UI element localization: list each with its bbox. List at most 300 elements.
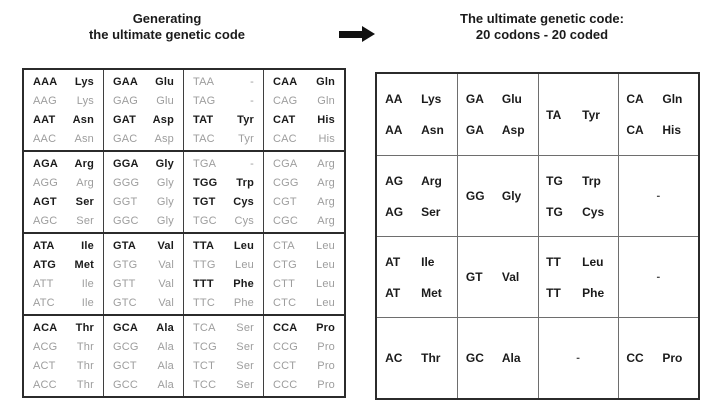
codon-entry [104, 375, 183, 394]
codon-entry [626, 123, 690, 137]
codon-column [24, 316, 104, 396]
amino-acid-label: Ile [81, 277, 94, 290]
amino-acid-label: Arg [76, 176, 94, 189]
amino-acid-label: Arg [317, 157, 335, 170]
codon-label: TG [546, 204, 563, 219]
codon-entry [104, 356, 183, 375]
amino-acid-label: Thr [76, 340, 94, 353]
codon-label: AGT [33, 195, 57, 208]
codon-entry [24, 72, 103, 91]
codon-label: TCA [193, 321, 216, 334]
codon-label: TCG [193, 340, 217, 353]
codon-label: AG [385, 204, 404, 219]
codon-label: TTA [193, 239, 215, 252]
codon-label: ACG [33, 340, 58, 353]
codon-entry [24, 293, 103, 312]
ultimate-cell [457, 236, 537, 317]
codon-label: TT [546, 254, 561, 269]
codon-label: ACT [33, 359, 56, 372]
codon-label: GCC [113, 378, 139, 391]
amino-acid-label: Ala [156, 321, 174, 334]
codon-label: AG [385, 173, 404, 188]
codon-label: AAG [33, 94, 57, 107]
right-arrow-icon [339, 26, 375, 42]
ultimate-cell [538, 155, 618, 236]
ultimate-cell [538, 74, 618, 155]
codon-label: TTT [193, 277, 214, 290]
amino-acid-label: Ser [76, 214, 94, 227]
codon-column [104, 152, 184, 232]
codon-entry [546, 174, 610, 188]
codon-label: CGG [273, 176, 299, 189]
codon-label: AGA [33, 157, 59, 170]
codon-entry [24, 173, 103, 192]
amino-acid-label: Arg [74, 157, 94, 170]
codon-entry [466, 351, 530, 365]
codon-label: ATG [33, 258, 57, 271]
codon-entry [184, 375, 263, 394]
codon-label: ACC [33, 378, 57, 391]
codon-entry [626, 351, 690, 365]
codon-entry [104, 91, 183, 110]
amino-acid-label: Asp [152, 113, 174, 126]
codon-entry [184, 318, 263, 337]
codon-entry [264, 72, 344, 91]
codon-label: GGC [113, 214, 139, 227]
codon-label: CGT [273, 195, 297, 208]
amino-acid-label: Ala [157, 359, 174, 372]
amino-acid-label: - [250, 94, 254, 107]
codon-label: AAC [33, 132, 57, 145]
generating-title-line1: Generating [132, 11, 202, 26]
codon-label: CCC [273, 378, 298, 391]
codon-label: TA [546, 107, 562, 122]
amino-acid-label: Ala [501, 351, 521, 365]
amino-acid-label: Met [74, 258, 94, 271]
amino-acid-label: Ser [236, 321, 254, 334]
codon-label: AAT [33, 113, 56, 126]
codon-label: CTA [273, 239, 295, 252]
codon-column [184, 70, 264, 150]
codon-entry [264, 375, 344, 394]
amino-acid-label: His [317, 113, 335, 126]
amino-acid-label: Lys [76, 94, 94, 107]
codon-entry [264, 274, 344, 293]
codon-entry [184, 154, 263, 173]
amino-acid-label: Phe [233, 296, 254, 309]
codon-column [184, 316, 264, 396]
codon-entry [24, 356, 103, 375]
codon-entry [184, 274, 263, 293]
codon-label: TAA [193, 75, 215, 88]
codon-entry [264, 192, 344, 211]
codon-entry [385, 286, 449, 300]
ultimate-cell [538, 317, 618, 398]
codon-label: CGA [273, 157, 298, 170]
amino-acid-label: His [318, 132, 335, 145]
amino-acid-label: Ser [236, 340, 254, 353]
codon-entry [385, 174, 449, 188]
codon-entry [184, 236, 263, 255]
ultimate-cell [457, 317, 537, 398]
codon-entry [24, 129, 103, 148]
codon-column [184, 152, 264, 232]
amino-acid-label: Leu [316, 258, 335, 271]
codon-label: CAC [273, 132, 297, 145]
amino-acid-label: Gly [156, 195, 174, 208]
codon-block [24, 234, 344, 316]
codon-label: TT [546, 285, 561, 300]
codon-entry [24, 337, 103, 356]
codon-label: ATA [33, 239, 55, 252]
codon-label: CCT [273, 359, 297, 372]
codon-label: CAG [273, 94, 298, 107]
codon-entry [264, 211, 344, 230]
generating-title [17, 11, 317, 43]
amino-acid-label: Leu [233, 239, 254, 252]
amino-acid-label: Thr [76, 378, 94, 391]
codon-label: AT [385, 285, 401, 300]
codon-label: CTC [273, 296, 297, 309]
codon-entry [546, 255, 610, 269]
amino-acid-label: Glu [501, 92, 522, 106]
codon-column [104, 316, 184, 396]
amino-acid-label: His [662, 123, 682, 137]
codon-label: GTC [113, 296, 137, 309]
codon-label: TAT [193, 113, 214, 126]
codon-column [264, 234, 344, 314]
amino-acid-label: Thr [76, 359, 94, 372]
amino-acid-label: Leu [316, 239, 335, 252]
codon-label: GT [465, 270, 483, 284]
amino-acid-label: Val [158, 277, 174, 290]
codon-label: AC [385, 351, 403, 365]
codon-entry [24, 375, 103, 394]
amino-acid-label: Arg [317, 176, 335, 189]
amino-acid-label: Pro [317, 359, 335, 372]
amino-acid-label: Pro [662, 351, 683, 365]
codon-entry [546, 286, 610, 300]
ultimate-cell [618, 155, 698, 236]
amino-acid-label: Ile [81, 296, 94, 309]
codon-label: CC [626, 351, 644, 365]
codon-entry [104, 129, 183, 148]
ultimate-cell [377, 74, 457, 155]
amino-acid-label: Pro [317, 340, 335, 353]
codon-entry [184, 72, 263, 91]
codon-label: GA [465, 92, 484, 106]
codon-label: GC [465, 351, 484, 365]
amino-acid-label: Lys [74, 75, 94, 88]
codon-entry [546, 205, 610, 219]
codon-entry [184, 129, 263, 148]
codon-entry [104, 236, 183, 255]
codon-entry [104, 110, 183, 129]
codon-entry [264, 255, 344, 274]
codon-label: TGA [193, 157, 217, 170]
codon-entry [104, 173, 183, 192]
codon-entry [24, 91, 103, 110]
codon-label: CA [626, 92, 644, 106]
codon-label: AT [385, 254, 401, 269]
codon-block [24, 152, 344, 234]
codon-entry [24, 110, 103, 129]
codon-column [24, 234, 104, 314]
codon-entry [264, 154, 344, 173]
amino-acid-label: Glu [155, 75, 174, 88]
codon-label: ACA [33, 321, 58, 334]
amino-acid-label: Val [501, 270, 520, 284]
right-arrow-bar [339, 31, 362, 38]
amino-acid-label: Phe [233, 277, 254, 290]
codon-entry [264, 173, 344, 192]
codon-label: AA [385, 123, 403, 137]
ultimate-cell [377, 317, 457, 398]
codon-entry [264, 236, 344, 255]
codon-entry [104, 293, 183, 312]
codon-entry [385, 255, 449, 269]
codon-entry [184, 337, 263, 356]
amino-acid-label: Ser [421, 204, 441, 219]
codon-entry [385, 351, 449, 365]
codon-label: CCA [273, 321, 298, 334]
codon-label: GA [465, 123, 484, 137]
amino-acid-label: Gln [317, 94, 335, 107]
codon-entry [24, 211, 103, 230]
codon-label: TCT [193, 359, 215, 372]
codon-label: TAG [193, 94, 216, 107]
right-arrow-head [362, 26, 375, 42]
codon-entry [104, 274, 183, 293]
codon-label: GAG [113, 94, 139, 107]
codon-column [24, 152, 104, 232]
codon-label: TG [546, 173, 563, 188]
amino-acid-label: Tyr [582, 107, 600, 122]
ultimate-cell [618, 317, 698, 398]
amino-acid-label: Ser [236, 359, 254, 372]
codon-entry [466, 92, 530, 106]
amino-acid-label: Asp [501, 123, 525, 137]
codon-label: TTC [193, 296, 215, 309]
ultimate-table [375, 72, 700, 400]
codon-entry [264, 91, 344, 110]
generating-table [22, 68, 346, 398]
amino-acid-label: Leu [582, 254, 604, 269]
amino-acid-label: Glu [156, 94, 174, 107]
codon-label: TGC [193, 214, 217, 227]
ultimate-title [392, 11, 692, 43]
codon-entry [184, 211, 263, 230]
amino-acid-label: Ala [157, 340, 174, 353]
amino-acid-label: Cys [233, 195, 254, 208]
generating-title-line2: the ultimate genetic code [88, 27, 246, 42]
codon-entry [104, 192, 183, 211]
codon-entry [24, 154, 103, 173]
codon-column [104, 70, 184, 150]
ultimate-cell [377, 236, 457, 317]
codon-entry [264, 356, 344, 375]
amino-acid-label: Val [158, 296, 174, 309]
ultimate-title-line2: 20 codons - 20 coded [475, 27, 609, 42]
amino-acid-label: Val [157, 239, 174, 252]
codon-entry [184, 293, 263, 312]
codon-entry [385, 92, 449, 106]
amino-acid-label: Asn [74, 132, 94, 145]
amino-acid-label: Asn [421, 123, 444, 137]
codon-label: TAC [193, 132, 215, 145]
amino-acid-label: Thr [75, 321, 94, 334]
ultimate-cell [457, 74, 537, 155]
amino-acid-label: - [250, 157, 254, 170]
ultimate-cell [457, 155, 537, 236]
codon-column [104, 234, 184, 314]
codon-entry [104, 154, 183, 173]
amino-acid-label: Gln [662, 92, 683, 106]
codon-label: TGT [193, 195, 216, 208]
codon-entry [466, 123, 530, 137]
codon-label: GTA [113, 239, 137, 252]
codon-label: GCT [113, 359, 137, 372]
amino-acid-label: - [250, 75, 254, 88]
codon-entry [626, 92, 690, 106]
amino-acid-label: Phe [582, 285, 605, 300]
codon-entry [184, 173, 263, 192]
codon-label: GGG [113, 176, 140, 189]
codon-label: GGT [113, 195, 138, 208]
codon-column [264, 316, 344, 396]
codon-entry [104, 337, 183, 356]
ultimate-cell [618, 236, 698, 317]
empty-dash: - [656, 190, 661, 202]
codon-label: GCG [113, 340, 139, 353]
empty-dash: - [576, 352, 580, 364]
amino-acid-label: Thr [421, 351, 441, 365]
ultimate-cell [377, 155, 457, 236]
codon-label: GAT [113, 113, 137, 126]
codon-entry [104, 211, 183, 230]
codon-column [24, 70, 104, 150]
codon-entry [264, 293, 344, 312]
codon-label: TCC [193, 378, 217, 391]
codon-label: CGC [273, 214, 299, 227]
codon-label: TGG [193, 176, 218, 189]
codon-label: GG [465, 189, 485, 203]
amino-acid-label: Trp [582, 173, 601, 188]
amino-acid-label: Ala [157, 378, 174, 391]
codon-entry [24, 274, 103, 293]
codon-label: AA [385, 92, 403, 106]
codon-entry [24, 236, 103, 255]
codon-entry [385, 205, 449, 219]
codon-label: GTT [113, 277, 136, 290]
codon-label: CAT [273, 113, 296, 126]
amino-acid-label: Arg [421, 173, 442, 188]
codon-label: AGC [33, 214, 58, 227]
codon-entry [184, 91, 263, 110]
amino-acid-label: Ser [236, 378, 254, 391]
codon-label: CAA [273, 75, 298, 88]
codon-label: CTG [273, 258, 297, 271]
codon-entry [104, 255, 183, 274]
codon-entry [264, 337, 344, 356]
codon-entry [264, 110, 344, 129]
amino-acid-label: Gly [155, 157, 174, 170]
amino-acid-label: Gly [156, 214, 174, 227]
codon-label: GCA [113, 321, 139, 334]
codon-label: GAC [113, 132, 138, 145]
amino-acid-label: Trp [236, 176, 254, 189]
codon-label: TTG [193, 258, 216, 271]
amino-acid-label: Ile [81, 239, 94, 252]
amino-acid-label: Val [158, 258, 174, 271]
codon-entry [264, 318, 344, 337]
amino-acid-label: Ile [421, 254, 435, 269]
codon-label: ATC [33, 296, 55, 309]
codon-entry [24, 255, 103, 274]
amino-acid-label: Tyr [238, 132, 254, 145]
ultimate-cell [618, 74, 698, 155]
codon-block [24, 316, 344, 396]
amino-acid-label: Lys [421, 92, 442, 106]
codon-entry [184, 356, 263, 375]
amino-acid-label: Gly [156, 176, 174, 189]
amino-acid-label: Cys [234, 214, 254, 227]
amino-acid-label: Asp [154, 132, 174, 145]
codon-label: AAA [33, 75, 58, 88]
codon-label: CA [626, 123, 644, 137]
amino-acid-label: Ser [75, 195, 94, 208]
codon-entry [466, 270, 530, 284]
codon-entry [264, 129, 344, 148]
amino-acid-label: Pro [317, 378, 335, 391]
codon-column [264, 152, 344, 232]
codon-entry [104, 318, 183, 337]
codon-label: CTT [273, 277, 295, 290]
codon-block [24, 70, 344, 152]
empty-dash: - [656, 271, 661, 283]
ultimate-cell [538, 236, 618, 317]
amino-acid-label: Leu [316, 296, 335, 309]
codon-label: ATT [33, 277, 54, 290]
codon-entry [24, 192, 103, 211]
amino-acid-label: Leu [235, 258, 254, 271]
codon-label: AGG [33, 176, 59, 189]
codon-entry [546, 108, 610, 122]
codon-entry [104, 72, 183, 91]
codon-label: GTG [113, 258, 138, 271]
amino-acid-label: Gln [316, 75, 335, 88]
codon-entry [24, 318, 103, 337]
amino-acid-label: Asn [72, 113, 94, 126]
codon-entry [184, 255, 263, 274]
amino-acid-label: Pro [316, 321, 335, 334]
codon-label: GAA [113, 75, 139, 88]
codon-entry [466, 189, 530, 203]
codon-entry [184, 192, 263, 211]
amino-acid-label: Cys [582, 204, 605, 219]
codon-label: GGA [113, 157, 139, 170]
codon-column [264, 70, 344, 150]
codon-entry [184, 110, 263, 129]
ultimate-title-line1: The ultimate genetic code: [460, 11, 624, 26]
amino-acid-label: Arg [317, 195, 335, 208]
amino-acid-label: Met [421, 285, 442, 300]
codon-label: CCG [273, 340, 299, 353]
codon-column [184, 234, 264, 314]
amino-acid-label: Tyr [237, 113, 254, 126]
amino-acid-label: Leu [316, 277, 335, 290]
amino-acid-label: Arg [317, 214, 335, 227]
